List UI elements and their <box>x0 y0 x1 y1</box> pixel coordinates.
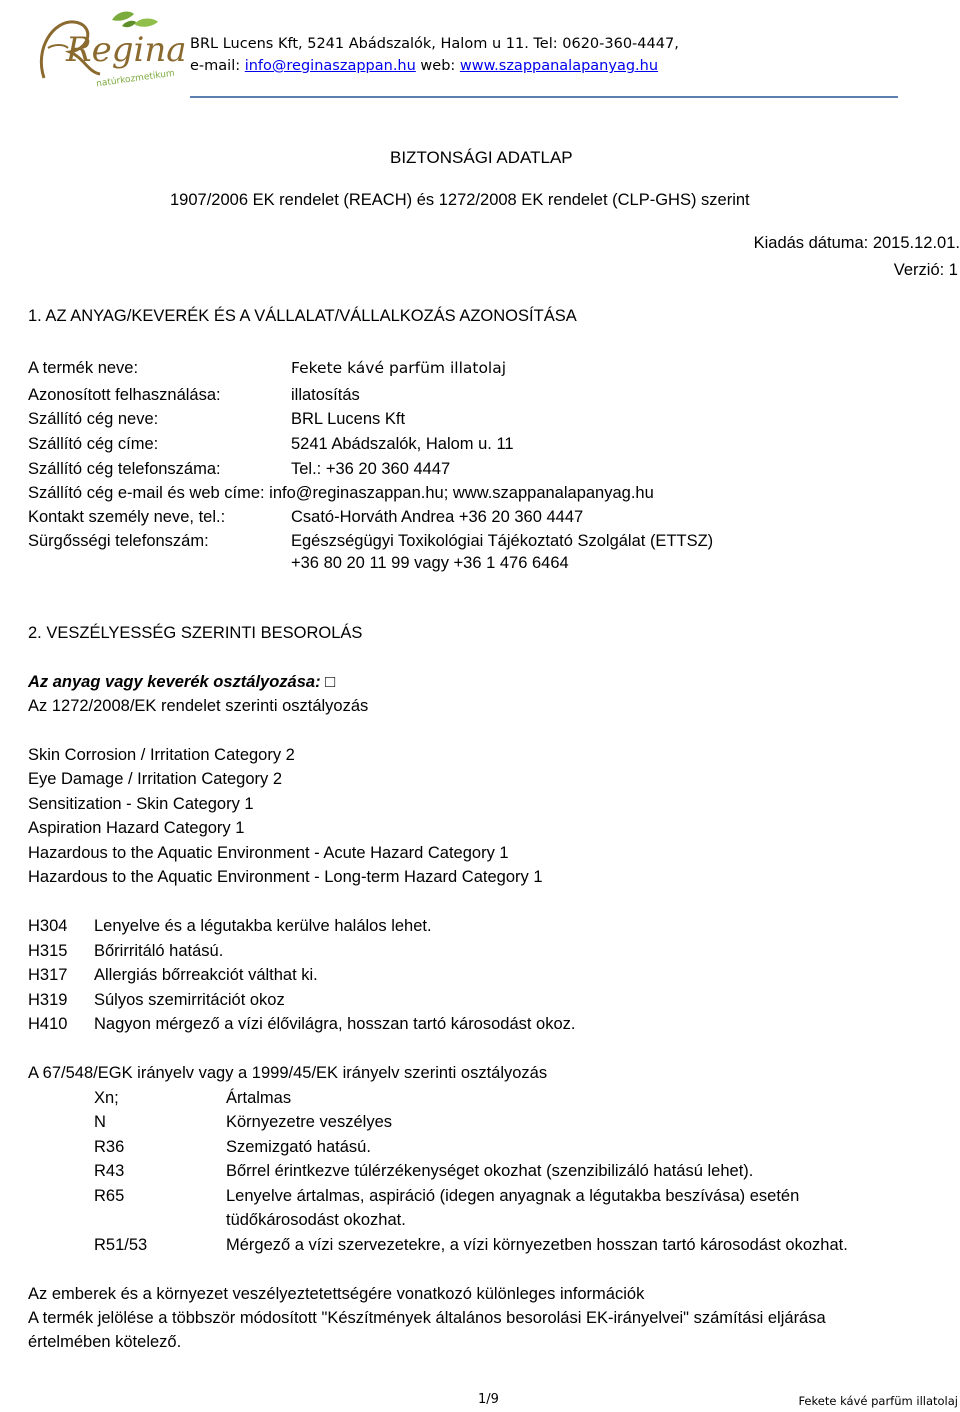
hazard-category: Aspiration Hazard Category 1 <box>28 819 245 837</box>
header-email-label: e-mail: <box>190 58 245 74</box>
hazard-category: Eye Damage / Irritation Category 2 <box>28 770 283 788</box>
hazard-category: Skin Corrosion / Irritation Category 2 <box>28 746 295 764</box>
header-web-link[interactable]: www.szappanalapanyag.hu <box>459 58 659 74</box>
hazard-category: Hazardous to the Aquatic Environment - Acute Hazard Category 1 <box>28 844 509 862</box>
hazard-category: Hazardous to the Aquatic Environment - Long-term Hazard Category 1 <box>28 868 543 886</box>
r-phrase-text: Lenyelve ártalmas, aspiráció (idegen anyagnak a légutakba beszívása) esetén <box>226 1187 800 1205</box>
emergency-phone-value: Egészségügyi Toxikológiai Tájékoztató Szolgálat (ETTSZ) <box>291 532 714 550</box>
r-phrase-code: R65 <box>94 1187 125 1205</box>
document-subtitle: 1907/2006 EK rendelet (REACH) és 1272/2008 EK rendelet (CLP-GHS) szerint <box>170 191 750 209</box>
issue-date: Kiadás dátuma: 2015.12.01. <box>753 234 960 252</box>
h-statement-code: H315 <box>28 942 68 960</box>
contact-person-label: Kontakt személy neve, tel.: <box>28 508 226 526</box>
contact-person-value: Csató-Horváth Andrea +36 20 360 4447 <box>291 508 584 526</box>
header-web-label: web: <box>415 58 460 74</box>
supplier-name-value: BRL Lucens Kft <box>291 410 406 428</box>
labelling-text-line2: értelmében kötelező. <box>28 1333 182 1351</box>
h-statement-code: H319 <box>28 991 68 1009</box>
h-statement-text: Nagyon mérgező a vízi élővilágra, hosszan tartó károsodást okoz. <box>94 1015 576 1033</box>
emergency-phone-numbers: +36 80 20 11 99 vagy +36 1 476 6464 <box>291 554 569 572</box>
header-contact-line <box>190 56 658 77</box>
supplier-name-label: Szállító cég neve: <box>28 410 159 428</box>
logo-tagline: natúrkozmetikum <box>95 68 176 90</box>
h-statement-text: Allergiás bőrreakciót válthat ki. <box>94 966 318 984</box>
h-statement-code: H410 <box>28 1015 68 1033</box>
product-name-label: A termék neve: <box>28 359 139 377</box>
h-statement-text: Súlyos szemirritációt okoz <box>94 991 285 1009</box>
section2-heading: 2. VESZÉLYESSÉG SZERINTI BESOROLÁS <box>28 624 363 642</box>
document-title: BIZTONSÁGI ADATLAP <box>390 148 573 167</box>
page-number: 1/9 <box>478 1392 499 1407</box>
r-phrase-text-continued: tüdőkárosodást okozhat. <box>226 1211 406 1229</box>
classification-checkbox: □ <box>325 673 336 691</box>
supplier-email-web: Szállító cég e-mail és web címe: info@reginaszappan.hu; www.szappanalapanyag.hu <box>28 484 654 502</box>
r-phrase-text: Mérgező a vízi szervezetekre, a vízi környezetben hosszan tartó károsodást okozhat. <box>226 1236 848 1254</box>
version: Verzió: 1 <box>893 261 958 279</box>
r-phrase-code: N <box>94 1113 106 1131</box>
identified-use-value: illatosítás <box>291 386 360 404</box>
r-phrase-code: R36 <box>94 1138 125 1156</box>
r-phrase-text: Szemizgató hatású. <box>226 1138 371 1156</box>
supplier-address-label: Szállító cég címe: <box>28 435 159 453</box>
company-logo <box>34 8 187 98</box>
special-info-heading: Az emberek és a környezet veszélyeztetettségére vonatkozó különleges információk <box>28 1285 645 1303</box>
h-statement-text: Bőrirritáló hatású. <box>94 942 224 960</box>
supplier-phone-value: Tel.: +36 20 360 4447 <box>291 460 451 478</box>
hazard-category: Sensitization - Skin Category 1 <box>28 795 254 813</box>
logo-brand: Regina <box>66 30 187 70</box>
r-phrase-text: Környezetre veszélyes <box>226 1113 392 1131</box>
r-phrase-text: Bőrrel érintkezve túlérzékenységet okozhat (szenzibilizáló hatású lehet). <box>226 1162 754 1180</box>
header-company-line: BRL Lucens Kft, 5241 Abádszalók, Halom u 11. Tel: 0620-360-4447, <box>190 36 679 52</box>
product-name-value: Fekete kávé parfüm illatolaj <box>291 359 507 377</box>
r-phrase-code: R43 <box>94 1162 125 1180</box>
h-statement-code: H317 <box>28 966 68 984</box>
classification-heading-text: Az anyag vagy keverék osztályozása: <box>28 673 326 691</box>
h-statement-code: H304 <box>28 917 68 935</box>
header-rule <box>190 96 898 98</box>
r-phrase-text: Ártalmas <box>226 1089 292 1107</box>
supplier-address-value: 5241 Abádszalók, Halom u. 11 <box>291 435 514 453</box>
r-phrase-code: Xn; <box>94 1089 119 1107</box>
h-statement-text: Lenyelve és a légutakba kerülve halálos lehet. <box>94 917 432 935</box>
identified-use-label: Azonosított felhasználása: <box>28 386 221 404</box>
clp-classification-heading: Az 1272/2008/EK rendelet szerinti osztályozás <box>28 697 369 715</box>
section1-heading: 1. AZ ANYAG/KEVERÉK ÉS A VÁLLALAT/VÁLLALKOZÁS AZONOSÍTÁSA <box>28 307 577 325</box>
header-email-link[interactable]: info@reginaszappan.hu <box>244 58 416 74</box>
emergency-phone-label: Sürgősségi telefonszám: <box>28 532 209 550</box>
r-phrase-code: R51/53 <box>94 1236 148 1254</box>
labelling-text-line1: A termék jelölése a többször módosított "Készítmények általános besorolási EK-irányelvei" számítási eljárása <box>28 1309 826 1327</box>
supplier-phone-label: Szállító cég telefonszáma: <box>28 460 221 478</box>
dsd-classification-heading: A 67/548/EGK irányelv vagy a 1999/45/EK irányelv szerinti osztályozás <box>28 1064 548 1082</box>
classification-heading <box>28 673 335 692</box>
footer-product-name: Fekete kávé parfüm illatolaj <box>798 1394 958 1408</box>
